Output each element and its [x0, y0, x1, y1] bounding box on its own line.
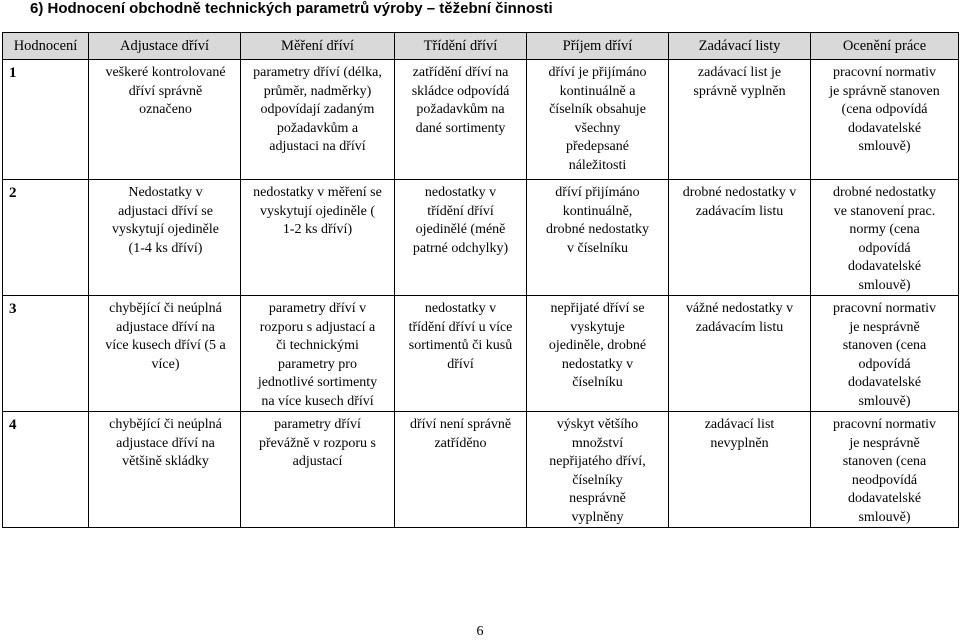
oceneni-cell: pracovní normativ je správně stanoven (cena odpovídá dodavatelské smlouvě)	[811, 60, 959, 180]
prijem-cell: dříví je přijímáno kontinuálně a číselník obsahuje všechny předepsané náležitosti	[527, 60, 669, 180]
adjustace-cell: Nedostatky v adjustaci dříví se vyskytují ojediněle (1-4 ks dříví)	[89, 180, 241, 296]
table-row	[3, 296, 959, 412]
page-number: 6	[476, 624, 484, 639]
grade-cell: 1	[3, 60, 89, 180]
trideni-cell: dříví není správně zatříděno	[395, 412, 527, 528]
evaluation-table	[2, 32, 959, 528]
oceneni-cell: pracovní normativ je nesprávně stanoven (cena odpovídá dodavatelské smlouvě)	[811, 296, 959, 412]
adjustace-cell: veškeré kontrolované dříví správně označeno	[89, 60, 241, 180]
zadavaci-cell: zadávací list nevyplněn	[669, 412, 811, 528]
grade-cell: 4	[3, 412, 89, 528]
oceneni-cell: drobné nedostatky ve stanovení prac. normy (cena odpovídá dodavatelské smlouvě)	[811, 180, 959, 296]
grade-cell: 3	[3, 296, 89, 412]
prijem-cell: dříví přijímáno kontinuálně, drobné nedostatky v číselníku	[527, 180, 669, 296]
mereni-cell: nedostatky v měření se vyskytují ojediněle ( 1-2 ks dříví)	[241, 180, 395, 296]
trideni-cell: nedostatky v třídění dříví ojedinělé (méně patrné odchylky)	[395, 180, 527, 296]
prijem-cell: výskyt většího množství nepřijatého dříví, číselníky nesprávně vyplněny	[527, 412, 669, 528]
column-header-zadavaci: Zadávací listy	[669, 33, 811, 60]
column-header-prijem: Příjem dříví	[527, 33, 669, 60]
mereni-cell: parametry dříví v rozporu s adjustací a či technickými parametry pro jednotlivé sortimenty na více kusech dříví	[241, 296, 395, 412]
mereni-cell: parametry dříví (délka, průměr, nadměrky) odpovídají zadaným požadavkům a adjustaci na dříví	[241, 60, 395, 180]
zadavaci-cell: zadávací list je správně vyplněn	[669, 60, 811, 180]
section-heading: 6) Hodnocení obchodně technických parametrů výroby – těžební činnosti	[30, 0, 553, 17]
column-header-hodnoceni: Hodnocení	[3, 33, 89, 60]
zadavaci-cell: vážné nedostatky v zadávacím listu	[669, 296, 811, 412]
oceneni-cell: pracovní normativ je nesprávně stanoven (cena neodpovídá dodavatelské smlouvě)	[811, 412, 959, 528]
column-header-mereni: Měření dříví	[241, 33, 395, 60]
column-header-trideni: Třídění dříví	[395, 33, 527, 60]
column-header-adjustace: Adjustace dříví	[89, 33, 241, 60]
adjustace-cell: chybějící či neúplná adjustace dříví na více kusech dříví (5 a více)	[89, 296, 241, 412]
trideni-cell: zatřídění dříví na skládce odpovídá požadavkům na dané sortimenty	[395, 60, 527, 180]
table-row	[3, 60, 959, 180]
table-header-row	[3, 33, 959, 60]
prijem-cell: nepřijaté dříví se vyskytuje ojediněle, drobné nedostatky v číselníku	[527, 296, 669, 412]
grade-cell: 2	[3, 180, 89, 296]
trideni-cell: nedostatky v třídění dříví u více sortimentů či kusů dříví	[395, 296, 527, 412]
table-row	[3, 412, 959, 528]
adjustace-cell: chybějící či neúplná adjustace dříví na většině skládky	[89, 412, 241, 528]
mereni-cell: parametry dříví převážně v rozporu s adjustací	[241, 412, 395, 528]
table-row	[3, 180, 959, 296]
zadavaci-cell: drobné nedostatky v zadávacím listu	[669, 180, 811, 296]
column-header-oceneni: Ocenění práce	[811, 33, 959, 60]
